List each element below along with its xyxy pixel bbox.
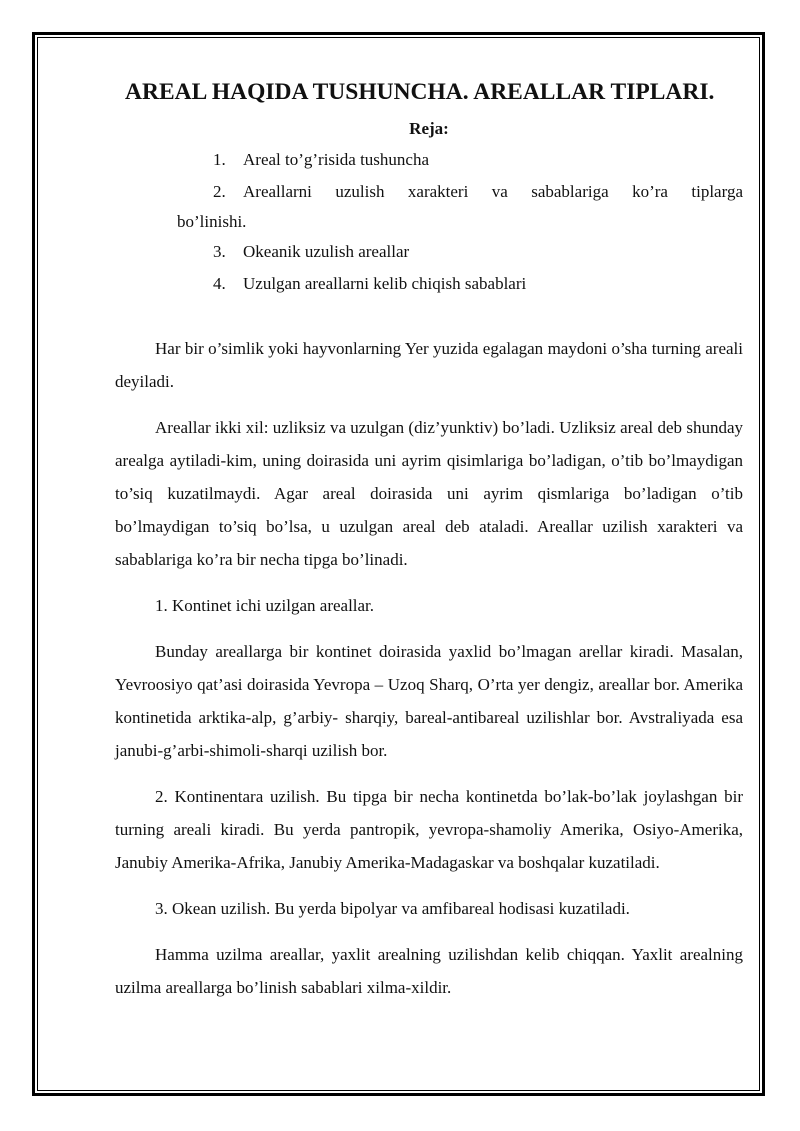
document-title: AREAL HAQIDA TUSHUNCHA. AREALLAR TIPLARI. bbox=[125, 79, 715, 105]
plan-list bbox=[115, 144, 743, 300]
plan-item-4 bbox=[115, 268, 743, 300]
paragraph: 3. Okean uzilish. Bu yerda bipolyar va amfibareal hodisasi kuzatiladi. bbox=[155, 899, 630, 918]
plan-item-text: Areal to’g’risida tushuncha bbox=[243, 150, 429, 169]
plan-item-number: 1. bbox=[213, 150, 226, 169]
plan-item-text: Okeanik uzulish areallar bbox=[243, 242, 410, 261]
plan-item-number: 2. bbox=[213, 182, 226, 201]
paragraph: 2. Kontinentara uzilish. Bu tipga bir necha kontinetda bo’lak-bo’lak joylashgan bir turning areali kiradi. Bu yerda pantropik, yevropa-shamoliy Amerika, Osiyo-Amerika, Janubiy Amerika-Afrika, Janubiy Amerika-Madagaskar va boshqalar kuzatiladi. bbox=[115, 787, 743, 872]
plan-item-2-continuation: bo’linishi. bbox=[177, 212, 247, 231]
section-heading: 1. Kontinet ichi uzilgan areallar. bbox=[155, 596, 375, 615]
plan-item-text: Uzulgan areallarni kelib chiqish sabablari bbox=[243, 274, 527, 293]
plan-heading: Reja: bbox=[409, 119, 449, 138]
document-page bbox=[115, 75, 743, 300]
plan-item-3 bbox=[115, 236, 743, 268]
paragraph: Har bir o’simlik yoki hayvonlarning Yer yuzida egalagan maydoni o’sha turning areali deyiladi. bbox=[115, 339, 743, 391]
paragraph: Areallar ikki xil: uzliksiz va uzulgan (diz’yunktiv) bo’ladi. Uzliksiz areal deb shunday arealga aytiladi-kim, uning doirasida uni ayrim qisimlariga bo’ladigan, o’tib bo’lmaydigan to’siq kuzatilmaydi. Agar areal doirasida uni ayrim qismlariga bo’ladigan o’tib bo’lmaydigan to’siq bo’lsa, u uzulgan areal deb ataladi. Areallar uzilish xarakteri va sabablariga ko’ra bir necha tipga bo’linadi. bbox=[115, 418, 743, 569]
document-body bbox=[115, 332, 743, 1017]
plan-item-2 bbox=[115, 176, 743, 208]
plan-item-1 bbox=[115, 144, 743, 176]
paragraph: Bunday areallarga bir kontinet doirasida yaxlid bo’lmagan arellar kiradi. Masalan, Yevroosiyo qat’asi doirasida Yevropa – Uzoq Sharq, O’rta yer dengiz, areallar bor. Amerika kontinetida arktika-alp, g’arbiy- sharqiy, bareal-antibareal uzilishlar bor. Avstraliyada esa janubi-g’arbi-shimoli-sharqi uzilish bor. bbox=[115, 642, 743, 760]
plan-item-text: Areallarni uzulish xarakteri va sabablariga ko’ra tiplarga bbox=[243, 182, 743, 201]
plan-item-number: 4. bbox=[213, 274, 226, 293]
paragraph: Hamma uzilma areallar, yaxlit arealning uzilishdan kelib chiqqan. Yaxlit arealning uzilma areallarga bo’linish sabablari xilma-xildir. bbox=[115, 945, 743, 997]
plan-item-number: 3. bbox=[213, 242, 226, 261]
